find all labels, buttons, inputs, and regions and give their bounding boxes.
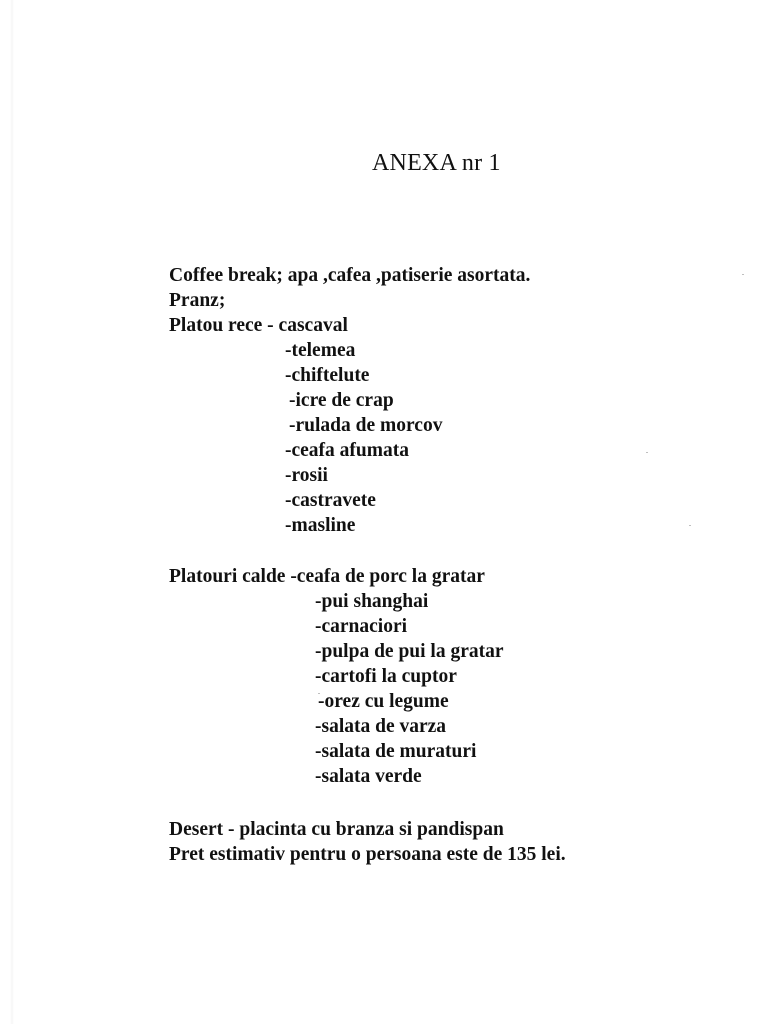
platouri-calde-item: -carnaciori (315, 616, 408, 637)
platou-rece-item: -rulada de morcov (289, 415, 443, 436)
platouri-calde-item: -orez cu legume (318, 691, 449, 712)
platouri-calde-item: -salata de varza (315, 716, 447, 737)
platou-rece-item: -icre de crap (289, 390, 394, 411)
coffee-break-line: Coffee break; apa ,cafea ,patiserie asortata. (169, 265, 531, 286)
platou-rece-item: -castravete (285, 490, 376, 511)
platou-rece-item: -rosii (285, 465, 328, 486)
price-line: Pret estimativ pentru o persoana este de 135 lei. (169, 844, 566, 865)
scan-speck (646, 452, 648, 453)
platou-rece-item: -telemea (285, 340, 356, 361)
platou-rece-item: -chiftelute (285, 365, 370, 386)
scan-speck (318, 693, 320, 694)
platou-rece-item: -ceafa afumata (285, 440, 409, 461)
platouri-calde-item: -cartofi la cuptor (315, 666, 457, 687)
platou-rece-item: -masline (285, 515, 356, 536)
scan-speck (689, 525, 691, 526)
platouri-calde-item: -pulpa de pui la gratar (315, 641, 504, 662)
platouri-calde-item: -pui shanghai (315, 591, 429, 612)
platouri-calde-item: -salata verde (315, 766, 422, 787)
pranz-line: Pranz; (169, 290, 226, 311)
desert-line: Desert - placinta cu branza si pandispan (169, 819, 504, 840)
scan-edge-shadow (10, 0, 14, 1024)
platouri-calde-item: -salata de muraturi (315, 741, 477, 762)
platouri-calde-heading: Platouri calde -ceafa de porc la gratar (169, 566, 485, 587)
platou-rece-heading: Platou rece - cascaval (169, 315, 348, 336)
scan-speck (742, 274, 744, 275)
document-title: ANEXA nr 1 (372, 150, 501, 176)
